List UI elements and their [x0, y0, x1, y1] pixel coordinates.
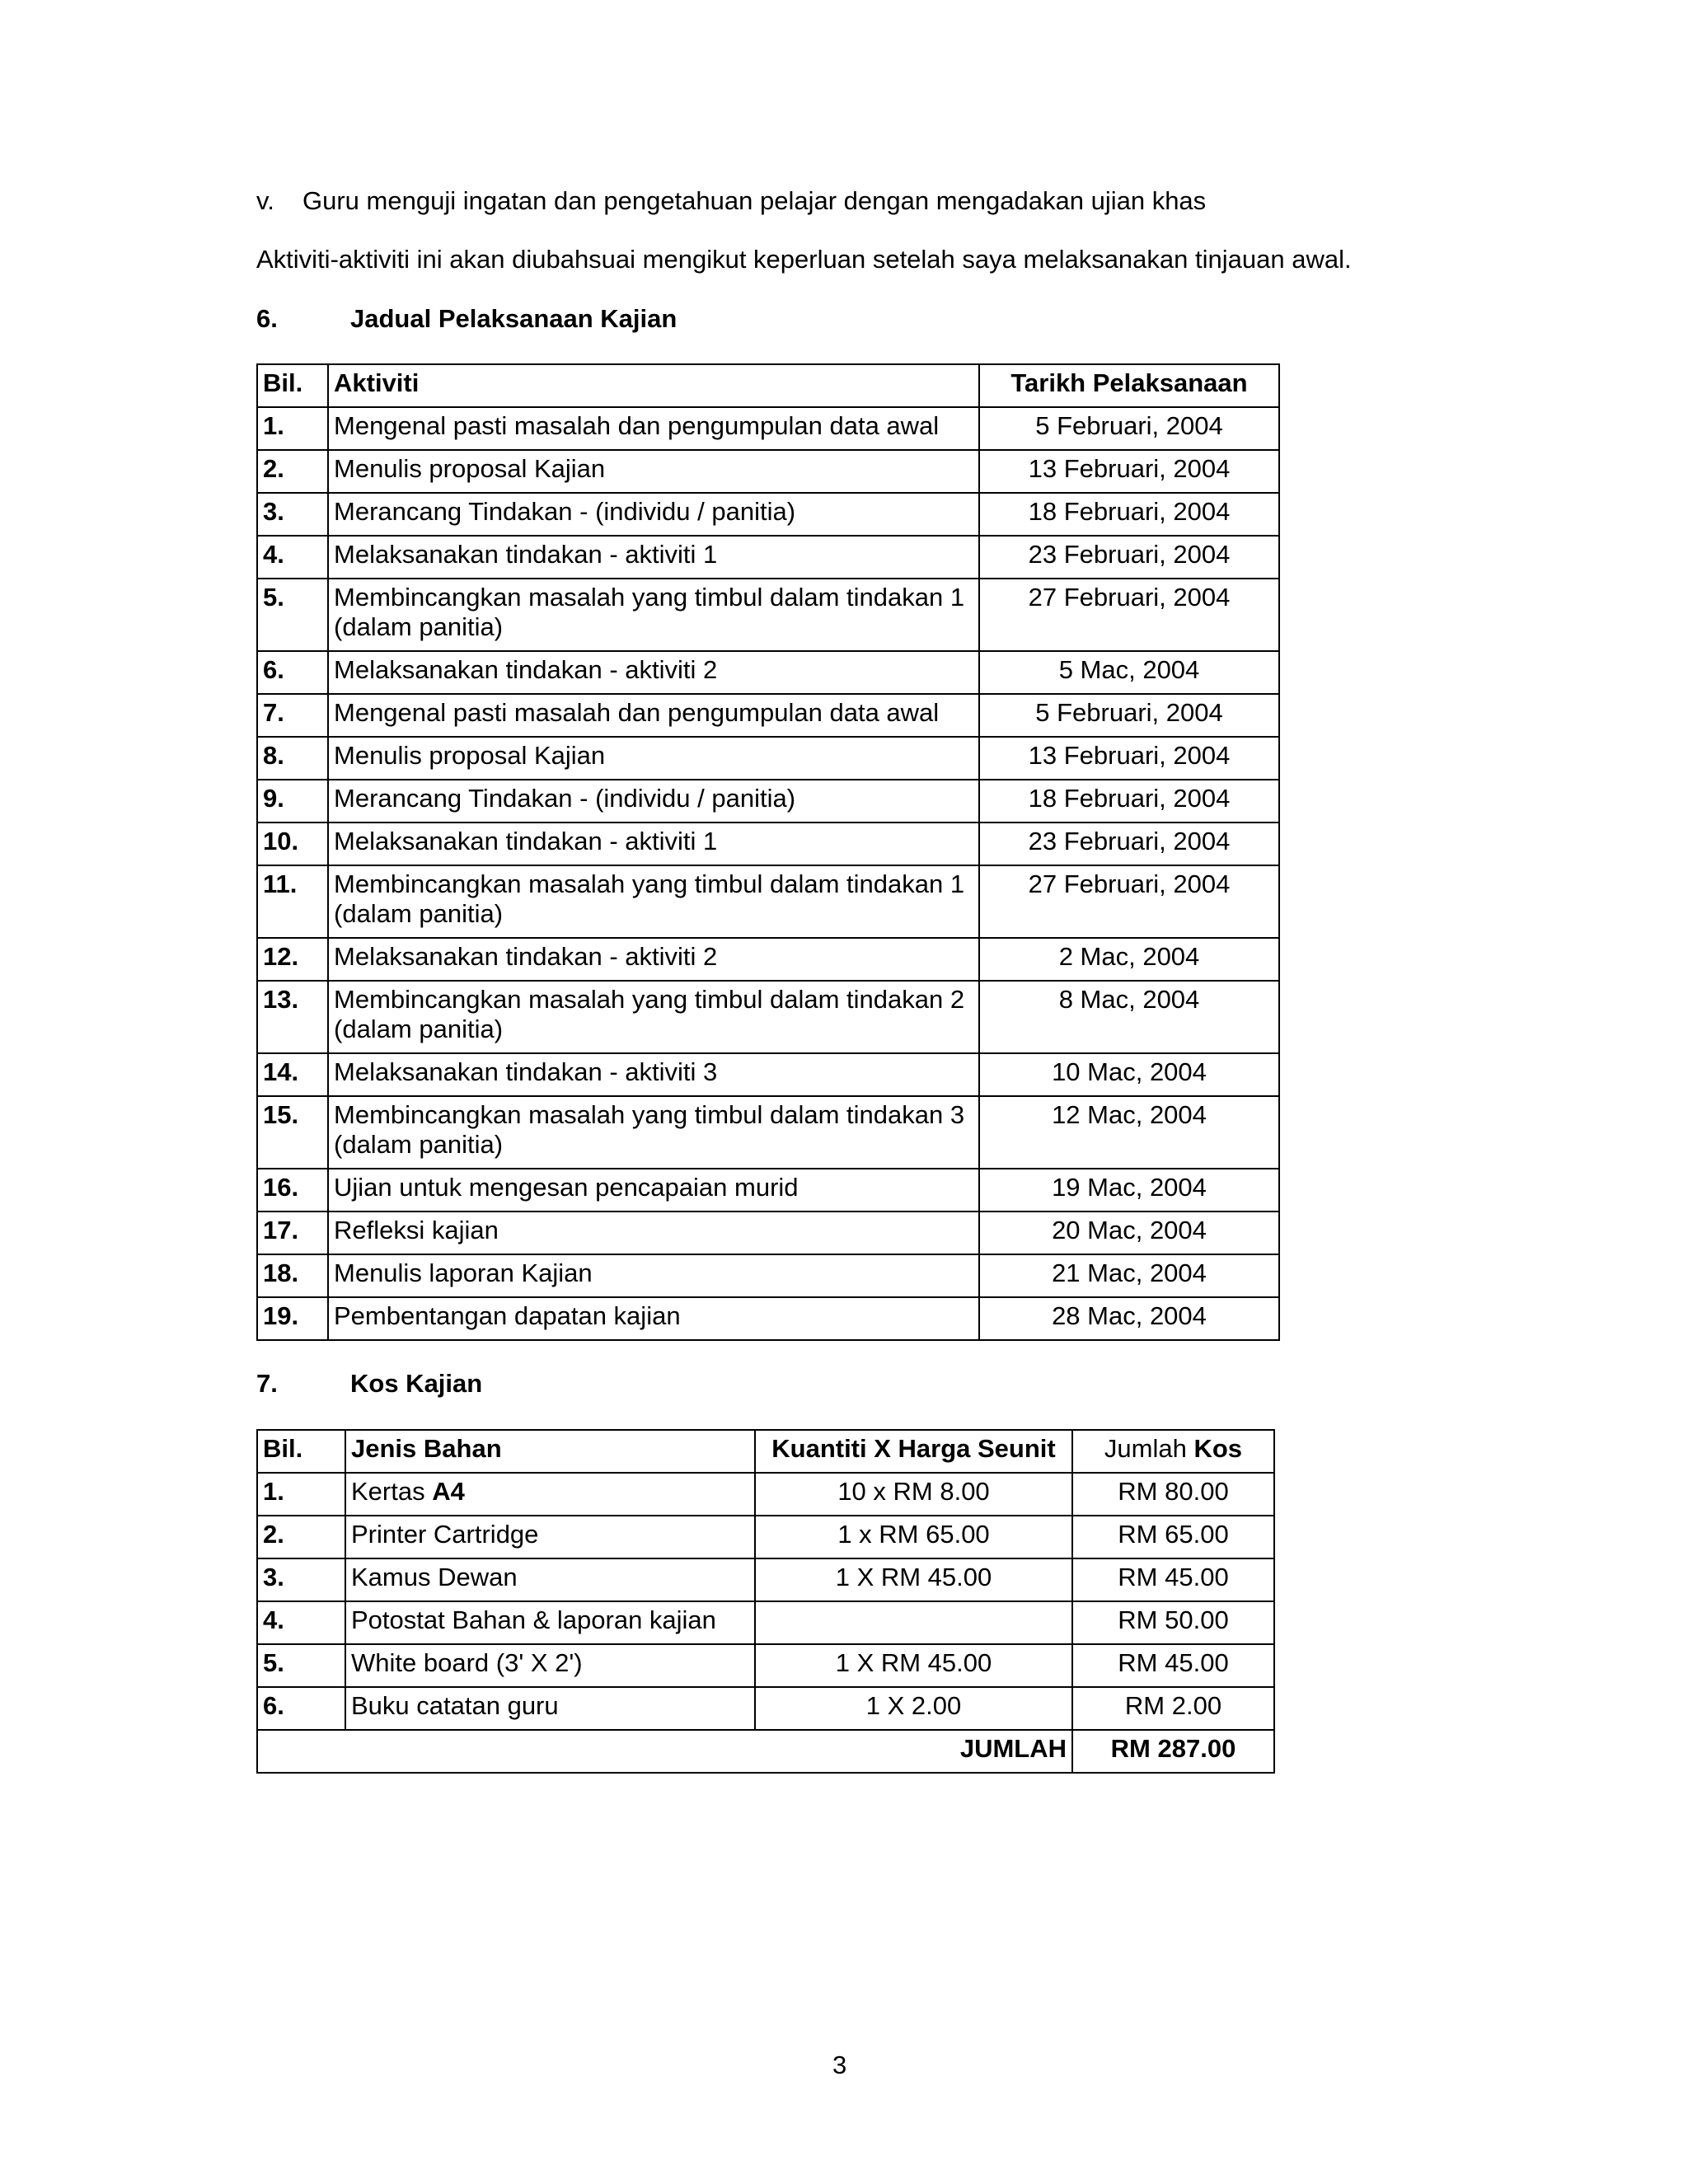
activity-cell — [328, 1169, 979, 1212]
row-number: 12. — [257, 938, 328, 981]
activity-cell — [328, 737, 979, 780]
date-cell: 18 Februari, 2004 — [979, 780, 1279, 823]
table-row — [257, 1473, 1274, 1516]
material-cell — [345, 1644, 755, 1687]
activity-cell — [328, 1254, 979, 1297]
activity-text: Pembentangan dapatan kajian — [334, 1301, 681, 1330]
material-cell — [345, 1687, 755, 1730]
activity-text: Melaksanakan tindakan - aktiviti 2 — [334, 942, 718, 971]
table-row — [257, 694, 1279, 737]
date-cell: 2 Mac, 2004 — [979, 938, 1279, 981]
date-cell: 18 Februari, 2004 — [979, 493, 1279, 536]
activity-text: Menulis laporan Kajian — [334, 1258, 593, 1287]
section-6-title: Jadual Pelaksanaan Kajian — [350, 304, 678, 333]
row-number: 19. — [257, 1297, 328, 1340]
material-name: Potostat Bahan & laporan kajian — [351, 1605, 716, 1634]
material-name: Kamus Dewan — [351, 1563, 518, 1591]
table-header-row — [257, 364, 1279, 407]
material-cell — [345, 1558, 755, 1601]
cost-cell: RM 80.00 — [1072, 1473, 1274, 1516]
quantity-price-cell — [755, 1601, 1072, 1644]
row-number: 5. — [257, 579, 328, 651]
material-name: Printer Cartridge — [351, 1520, 539, 1549]
activity-text-continued: (dalam panitia) — [334, 612, 504, 641]
activity-text: Membincangkan masalah yang timbul dalam tindakan 1 — [334, 869, 965, 898]
activity-text: Membincangkan masalah yang timbul dalam tindakan 3 — [334, 1100, 965, 1129]
date-cell: 13 Februari, 2004 — [979, 737, 1279, 780]
row-number: 1. — [257, 1473, 345, 1516]
activity-cell — [328, 536, 979, 579]
activities-note: Aktiviti-aktiviti ini akan diubahsuai mengikut keperluan setelah saya melaksanakan tinjauan awal. — [256, 245, 1352, 274]
activity-text: Melaksanakan tindakan - aktiviti 1 — [334, 540, 718, 569]
table-row — [257, 1053, 1279, 1096]
material-name-bold: A4 — [432, 1477, 465, 1506]
activity-cell — [328, 981, 979, 1053]
total-row — [257, 1730, 1274, 1773]
row-number: 9. — [257, 780, 328, 823]
activity-cell — [328, 1096, 979, 1169]
list-item-marker: v. — [256, 186, 274, 215]
date-cell: 5 Februari, 2004 — [979, 694, 1279, 737]
date-cell: 23 Februari, 2004 — [979, 823, 1279, 865]
date-cell: 21 Mac, 2004 — [979, 1254, 1279, 1297]
table-row — [257, 1212, 1279, 1254]
quantity-price-cell: 1 X 2.00 — [755, 1687, 1072, 1730]
cost-cell: RM 65.00 — [1072, 1516, 1274, 1558]
header-aktiviti: Aktiviti — [328, 364, 979, 407]
activity-cell — [328, 694, 979, 737]
total-value: RM 287.00 — [1072, 1730, 1274, 1773]
cost-cell: RM 50.00 — [1072, 1601, 1274, 1644]
header-tarikh: Tarikh Pelaksanaan — [979, 364, 1279, 407]
quantity-price-cell: 1 X RM 45.00 — [755, 1558, 1072, 1601]
row-number: 3. — [257, 493, 328, 536]
header-jenis-bahan: Jenis Bahan — [345, 1430, 755, 1473]
header-jumlah-label: Jumlah — [1104, 1434, 1187, 1463]
cost-table — [256, 1429, 1275, 1774]
activity-text: Menulis proposal Kajian — [334, 454, 606, 483]
activity-text-continued: (dalam panitia) — [334, 1015, 504, 1043]
header-jumlah-kos — [1072, 1430, 1274, 1473]
row-number: 10. — [257, 823, 328, 865]
row-number: 2. — [257, 450, 328, 493]
table-row — [257, 938, 1279, 981]
material-cell — [345, 1516, 755, 1558]
row-number: 17. — [257, 1212, 328, 1254]
table-row — [257, 1601, 1274, 1644]
table-row — [257, 1297, 1279, 1340]
activity-text: Merancang Tindakan - (individu / panitia) — [334, 497, 796, 526]
table-row — [257, 1687, 1274, 1730]
schedule-table — [256, 363, 1280, 1341]
date-cell: 27 Februari, 2004 — [979, 579, 1279, 651]
row-number: 11. — [257, 865, 328, 938]
date-cell: 10 Mac, 2004 — [979, 1053, 1279, 1096]
date-cell: 12 Mac, 2004 — [979, 1096, 1279, 1169]
row-number: 7. — [257, 694, 328, 737]
activity-text: Melaksanakan tindakan - aktiviti 3 — [334, 1057, 718, 1086]
material-cell — [345, 1473, 755, 1516]
table-row — [257, 450, 1279, 493]
date-cell: 20 Mac, 2004 — [979, 1212, 1279, 1254]
section-7-number: 7. — [256, 1369, 278, 1398]
list-item-text: Guru menguji ingatan dan pengetahuan pelajar dengan mengadakan ujian khas — [302, 186, 1207, 215]
quantity-price-cell: 1 x RM 65.00 — [755, 1516, 1072, 1558]
activity-text: Membincangkan masalah yang timbul dalam tindakan 2 — [334, 985, 965, 1014]
table-row — [257, 1254, 1279, 1297]
header-kos-label: Kos — [1193, 1434, 1243, 1463]
header-bil: Bil. — [257, 364, 328, 407]
date-cell: 5 Mac, 2004 — [979, 651, 1279, 694]
activity-cell — [328, 823, 979, 865]
row-number: 1. — [257, 407, 328, 450]
activity-text: Melaksanakan tindakan - aktiviti 1 — [334, 827, 718, 855]
material-name: White board (3' X 2') — [351, 1648, 583, 1677]
row-number: 16. — [257, 1169, 328, 1212]
activity-cell — [328, 407, 979, 450]
table-row — [257, 1516, 1274, 1558]
row-number: 18. — [257, 1254, 328, 1297]
table-row — [257, 737, 1279, 780]
date-cell: 13 Februari, 2004 — [979, 450, 1279, 493]
table-row — [257, 1096, 1279, 1169]
row-number: 2. — [257, 1516, 345, 1558]
row-number: 4. — [257, 1601, 345, 1644]
quantity-price-cell: 1 X RM 45.00 — [755, 1644, 1072, 1687]
table-row — [257, 579, 1279, 651]
section-6-number: 6. — [256, 304, 278, 333]
activity-cell — [328, 1297, 979, 1340]
table-row — [257, 865, 1279, 938]
table-row — [257, 1169, 1279, 1212]
table-row — [257, 407, 1279, 450]
quantity-price-cell: 10 x RM 8.00 — [755, 1473, 1072, 1516]
activity-text: Membincangkan masalah yang timbul dalam tindakan 1 — [334, 583, 965, 612]
table-row — [257, 981, 1279, 1053]
activity-text: Mengenal pasti masalah dan pengumpulan data awal — [334, 698, 940, 727]
activity-cell — [328, 651, 979, 694]
activity-text: Melaksanakan tindakan - aktiviti 2 — [334, 655, 718, 684]
row-number: 6. — [257, 651, 328, 694]
cost-cell: RM 45.00 — [1072, 1644, 1274, 1687]
activity-text: Merancang Tindakan - (individu / panitia) — [334, 784, 796, 813]
date-cell: 23 Februari, 2004 — [979, 536, 1279, 579]
activity-cell — [328, 938, 979, 981]
activity-cell — [328, 1053, 979, 1096]
material-cell — [345, 1601, 755, 1644]
table-row — [257, 651, 1279, 694]
activity-cell — [328, 865, 979, 938]
activity-cell — [328, 493, 979, 536]
activity-text: Menulis proposal Kajian — [334, 741, 606, 770]
activity-cell — [328, 450, 979, 493]
row-number: 14. — [257, 1053, 328, 1096]
row-number: 8. — [257, 737, 328, 780]
material-name: Kertas — [351, 1477, 425, 1506]
date-cell: 8 Mac, 2004 — [979, 981, 1279, 1053]
activity-text: Refleksi kajian — [334, 1216, 499, 1244]
activity-text: Mengenal pasti masalah dan pengumpulan data awal — [334, 411, 940, 440]
page-number: 3 — [832, 2050, 847, 2079]
date-cell: 27 Februari, 2004 — [979, 865, 1279, 938]
table-row — [257, 780, 1279, 823]
cost-cell: RM 45.00 — [1072, 1558, 1274, 1601]
row-number: 4. — [257, 536, 328, 579]
activity-text-continued: (dalam panitia) — [334, 899, 504, 928]
activity-cell — [328, 1212, 979, 1254]
date-cell: 19 Mac, 2004 — [979, 1169, 1279, 1212]
table-row — [257, 1644, 1274, 1687]
date-cell: 28 Mac, 2004 — [979, 1297, 1279, 1340]
table-header-row — [257, 1430, 1274, 1473]
row-number: 15. — [257, 1096, 328, 1169]
header-bil: Bil. — [257, 1430, 345, 1473]
table-row — [257, 493, 1279, 536]
date-cell: 5 Februari, 2004 — [979, 407, 1279, 450]
row-number: 13. — [257, 981, 328, 1053]
row-number: 6. — [257, 1687, 345, 1730]
cost-cell: RM 2.00 — [1072, 1687, 1274, 1730]
material-name: Buku catatan guru — [351, 1691, 559, 1720]
section-7-title: Kos Kajian — [350, 1369, 483, 1398]
table-row — [257, 1558, 1274, 1601]
activity-cell — [328, 579, 979, 651]
header-kuantiti: Kuantiti X Harga Seunit — [755, 1430, 1072, 1473]
row-number: 5. — [257, 1644, 345, 1687]
row-number: 3. — [257, 1558, 345, 1601]
total-label: JUMLAH — [257, 1730, 1072, 1773]
activity-text: Ujian untuk mengesan pencapaian murid — [334, 1173, 799, 1202]
activity-text-continued: (dalam panitia) — [334, 1130, 504, 1159]
activity-cell — [328, 780, 979, 823]
table-row — [257, 536, 1279, 579]
table-row — [257, 823, 1279, 865]
